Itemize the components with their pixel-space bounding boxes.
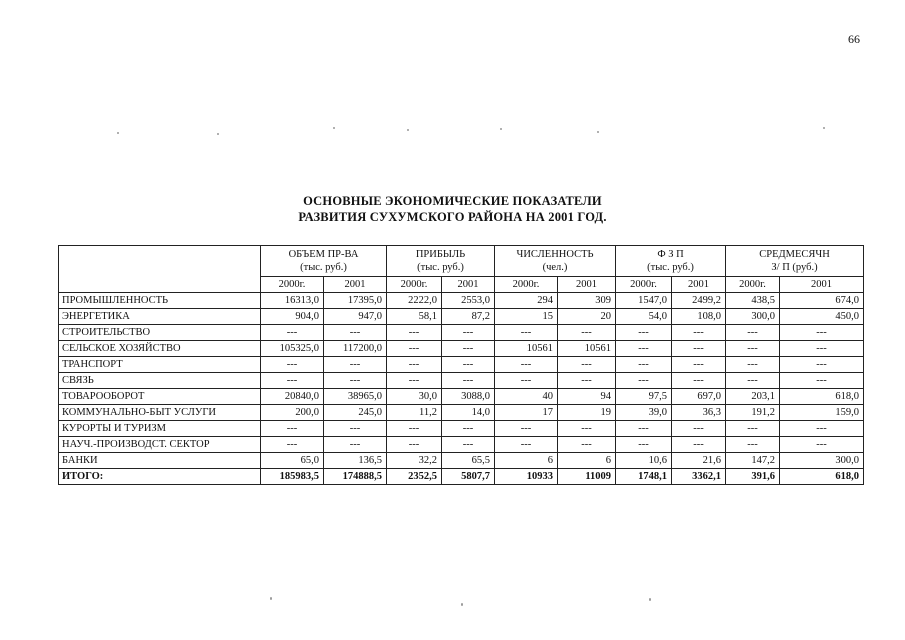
value-cell: --- [558,325,616,341]
value-cell: --- [495,357,558,373]
value-cell: 19 [558,405,616,421]
value-cell: 97,5 [616,389,672,405]
scan-speck [217,133,219,135]
value-cell: --- [726,325,780,341]
value-cell: --- [558,357,616,373]
value-cell: --- [442,341,495,357]
group-header [616,246,726,277]
table-row [59,341,864,357]
group-name: ПРИБЫЛЬ [415,249,466,260]
value-cell: --- [780,373,864,389]
group-unit: (тыс. руб.) [417,262,464,273]
value-cell: --- [726,373,780,389]
value-cell: --- [616,437,672,453]
scan-speck [461,603,463,606]
value-cell: 10561 [495,341,558,357]
value-cell: --- [495,437,558,453]
row-label: СВЯЗЬ [59,373,261,389]
value-cell: --- [442,437,495,453]
table-row [59,389,864,405]
value-cell: 904,0 [261,309,324,325]
row-label: ТРАНСПОРТ [59,357,261,373]
scan-speck [649,598,651,601]
value-cell: --- [558,373,616,389]
value-cell: 185983,5 [261,469,324,485]
year-header: 2001 [558,277,616,293]
row-label: ЭНЕРГЕТИКА [59,309,261,325]
value-cell: 2352,5 [387,469,442,485]
table-row [59,421,864,437]
value-cell: 300,0 [726,309,780,325]
value-cell: --- [261,325,324,341]
year-header: 2000г. [726,277,780,293]
table-row [59,325,864,341]
value-cell: 6 [558,453,616,469]
value-cell: 1748,1 [616,469,672,485]
value-cell: --- [387,421,442,437]
value-cell: --- [387,437,442,453]
value-cell: 117200,0 [324,341,387,357]
total-row [59,469,864,485]
group-header-row [59,246,864,277]
table-row [59,405,864,421]
value-cell: --- [616,341,672,357]
value-cell: 94 [558,389,616,405]
value-cell: --- [558,437,616,453]
value-cell: 391,6 [726,469,780,485]
value-cell: 21,6 [672,453,726,469]
table-row [59,437,864,453]
year-header: 2001 [672,277,726,293]
scan-speck [500,128,502,130]
value-cell: 65,5 [442,453,495,469]
value-cell: 159,0 [780,405,864,421]
value-cell: --- [672,325,726,341]
group-unit: (тыс. руб.) [300,262,347,273]
value-cell: 147,2 [726,453,780,469]
value-cell: --- [726,357,780,373]
group-unit: (чел.) [542,262,568,273]
value-cell: 30,0 [387,389,442,405]
value-cell: 17395,0 [324,293,387,309]
value-cell: --- [780,357,864,373]
value-cell: 300,0 [780,453,864,469]
value-cell: 38965,0 [324,389,387,405]
year-header: 2000г. [261,277,324,293]
value-cell: 65,0 [261,453,324,469]
value-cell: --- [672,437,726,453]
year-header: 2001 [442,277,495,293]
value-cell: --- [672,421,726,437]
value-cell: 174888,5 [324,469,387,485]
value-cell: 3088,0 [442,389,495,405]
value-cell: 39,0 [616,405,672,421]
value-cell: 1547,0 [616,293,672,309]
value-cell: --- [672,357,726,373]
value-cell: 136,5 [324,453,387,469]
value-cell: 15 [495,309,558,325]
group-name: ЧИСЛЕННОСТЬ [516,249,594,260]
value-cell: --- [616,373,672,389]
value-cell: --- [780,341,864,357]
value-cell: --- [387,357,442,373]
value-cell: --- [495,421,558,437]
value-cell: --- [261,421,324,437]
value-cell: --- [261,357,324,373]
table-row [59,373,864,389]
value-cell: 438,5 [726,293,780,309]
value-cell: --- [672,373,726,389]
value-cell: 54,0 [616,309,672,325]
value-cell: 697,0 [672,389,726,405]
value-cell: --- [387,373,442,389]
value-cell: 14,0 [442,405,495,421]
value-cell: 16313,0 [261,293,324,309]
value-cell: --- [495,373,558,389]
value-cell: 2499,2 [672,293,726,309]
value-cell: --- [616,325,672,341]
value-cell: 191,2 [726,405,780,421]
value-cell: 11009 [558,469,616,485]
scan-speck [117,132,119,134]
group-header [261,246,387,277]
group-name: Ф З П [657,249,684,260]
row-label: НАУЧ.-ПРОИЗВОДСТ. СЕКТОР [59,437,261,453]
row-label: КОММУНАЛЬНО-БЫТ УСЛУГИ [59,405,261,421]
value-cell: 3362,1 [672,469,726,485]
value-cell: --- [324,437,387,453]
value-cell: 618,0 [780,469,864,485]
value-cell: 32,2 [387,453,442,469]
value-cell: 6 [495,453,558,469]
value-cell: 87,2 [442,309,495,325]
year-header: 2000г. [616,277,672,293]
value-cell: --- [726,421,780,437]
value-cell: --- [324,421,387,437]
scan-speck [823,127,825,129]
value-cell: 200,0 [261,405,324,421]
row-label: ПРОМЫШЛЕННОСТЬ [59,293,261,309]
value-cell: 674,0 [780,293,864,309]
table-row [59,357,864,373]
value-cell: 11,2 [387,405,442,421]
value-cell: 294 [495,293,558,309]
scan-speck [333,127,335,129]
value-cell: 947,0 [324,309,387,325]
value-cell: 40 [495,389,558,405]
value-cell: 2222,0 [387,293,442,309]
value-cell: 108,0 [672,309,726,325]
group-unit: З/ П (руб.) [771,262,818,273]
value-cell: --- [324,357,387,373]
row-label: СТРОИТЕЛЬСТВО [59,325,261,341]
document-title [0,193,905,225]
value-cell: --- [442,421,495,437]
value-cell: --- [780,421,864,437]
value-cell: --- [261,437,324,453]
value-cell: 36,3 [672,405,726,421]
value-cell: 105325,0 [261,341,324,357]
value-cell: --- [780,325,864,341]
value-cell: 17 [495,405,558,421]
total-label: ИТОГО: [59,469,261,485]
group-unit: (тыс. руб.) [647,262,694,273]
year-header: 2000г. [495,277,558,293]
page-number: 66 [848,32,860,46]
table-body [59,293,864,485]
value-cell: --- [726,341,780,357]
row-label: СЕЛЬСКОЕ ХОЗЯЙСТВО [59,341,261,357]
value-cell: 58,1 [387,309,442,325]
value-cell: 10933 [495,469,558,485]
value-cell: --- [261,373,324,389]
value-cell: --- [558,421,616,437]
value-cell: --- [495,325,558,341]
row-label: ТОВАРООБОРОТ [59,389,261,405]
value-cell: --- [442,325,495,341]
row-label: БАНКИ [59,453,261,469]
value-cell: 10561 [558,341,616,357]
value-cell: --- [780,437,864,453]
scan-speck [407,129,409,131]
value-cell: --- [442,357,495,373]
value-cell: --- [324,325,387,341]
value-cell: 20 [558,309,616,325]
group-name: СРЕДМЕСЯЧН [759,249,830,260]
value-cell: 203,1 [726,389,780,405]
value-cell: 245,0 [324,405,387,421]
group-header [387,246,495,277]
value-cell: 309 [558,293,616,309]
title-line-1: ОСНОВНЫЕ ЭКОНОМИЧЕСКИЕ ПОКАЗАТЕЛИ [303,194,602,208]
value-cell: --- [616,421,672,437]
value-cell: --- [672,341,726,357]
table-row [59,309,864,325]
scan-speck [270,597,272,600]
value-cell: 5807,7 [442,469,495,485]
value-cell: --- [442,373,495,389]
year-header: 2001 [324,277,387,293]
scan-speck [597,131,599,133]
table-row [59,453,864,469]
title-line-2: РАЗВИТИЯ СУХУМСКОГО РАЙОНА НА 2001 ГОД. [298,210,607,224]
value-cell: 618,0 [780,389,864,405]
value-cell: --- [324,373,387,389]
table-row [59,293,864,309]
value-cell: --- [726,437,780,453]
group-name: ОБЪЕМ ПР-ВА [288,249,359,260]
group-header [495,246,616,277]
value-cell: 20840,0 [261,389,324,405]
value-cell: --- [616,357,672,373]
year-header: 2000г. [387,277,442,293]
value-cell: --- [387,325,442,341]
value-cell: 450,0 [780,309,864,325]
group-header [726,246,864,277]
value-cell: 10,6 [616,453,672,469]
economic-indicators-table [58,245,864,485]
year-header: 2001 [780,277,864,293]
value-cell: --- [387,341,442,357]
corner-cell [59,246,261,293]
value-cell: 2553,0 [442,293,495,309]
row-label: КУРОРТЫ И ТУРИЗМ [59,421,261,437]
